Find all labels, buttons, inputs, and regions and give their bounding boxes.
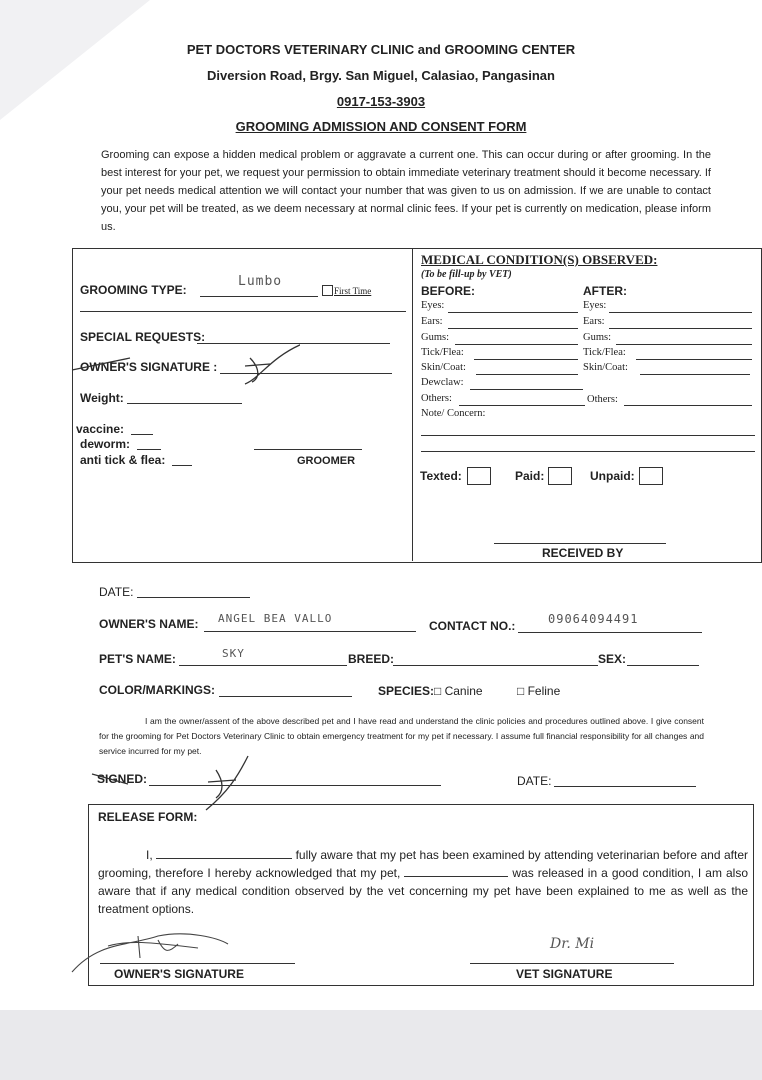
sex-field[interactable] [627, 665, 699, 666]
breed-field[interactable] [393, 665, 598, 666]
vet-signature-label: VET SIGNATURE [516, 967, 613, 981]
grooming-type-field[interactable] [200, 296, 318, 297]
after-tickflea-field[interactable] [636, 359, 752, 360]
vet-signature-value: Dr. Mi [550, 936, 595, 952]
scan-bottom-shade [0, 1010, 762, 1080]
before-eyes-field[interactable] [448, 312, 578, 313]
owner-name-field[interactable] [204, 631, 416, 632]
before-gums-field[interactable] [455, 344, 578, 345]
contact-label: CONTACT NO.: [429, 619, 516, 633]
before-label: BEFORE: [421, 284, 475, 298]
pet-name-value: SKY [222, 647, 245, 660]
after-eyes-label: Eyes: [583, 300, 607, 311]
owner-signature-label: OWNER'S SIGNATURE : [80, 360, 218, 374]
after-skincoat-field[interactable] [640, 374, 750, 375]
consent-paragraph: I am the owner/assent of the above described pet and I have read and understand the clinic policies and procedures outlined above. I give consent for the grooming for Pet Doctors Veterinary Clinic to obtain emergency treatment for my pet if necessary. I assume full financial responsibility for all changes and service incurred for my pet. [99, 716, 704, 756]
texted-checkbox[interactable] [467, 467, 491, 485]
special-requests-label: SPECIAL REQUESTS: [80, 330, 206, 344]
paid-checkbox[interactable] [548, 467, 572, 485]
after-others-label: Others: [587, 394, 618, 405]
grooming-type-label: GROOMING TYPE: [80, 283, 187, 297]
release-paragraph [98, 846, 748, 918]
signed-label: SIGNED: [97, 772, 148, 786]
groomer-label: GROOMER [297, 455, 356, 467]
vaccine-field[interactable] [131, 434, 153, 435]
intro-paragraph: Grooming can expose a hidden medical problem or aggravate a current one. This can occur during or after grooming. In the best interest for your pet, we request your permission to obtain immediate veterinary treatment should it become necessary. If your pet needs medical attention we will contact your number that was given to us on admission. If we are unable to contact you, your pet will be treated, as we deem necessary at normal clinic fees. If your pet is currently on medication, please inform us. [101, 149, 711, 233]
before-ears-label: Ears: [421, 316, 443, 327]
date2-label: DATE: [517, 774, 552, 788]
release-text-1: I, [146, 848, 157, 862]
vaccine-label: vaccine: [76, 422, 125, 436]
contact-value: 09064094491 [548, 612, 639, 626]
medical-condition-subtitle: (To be fill-up by VET) [421, 269, 512, 280]
weight-label: Weight: [80, 391, 124, 405]
note-line-1[interactable] [421, 435, 755, 436]
species-label: SPECIES: [378, 684, 435, 698]
before-others-label: Others: [421, 393, 452, 404]
release-text-2: fully aware that my pet has been examined by attending veterinarian before and after grooming, therefore I hereby acknowledged that my pet, [98, 848, 748, 880]
weight-field[interactable] [127, 403, 242, 404]
after-ears-field[interactable] [609, 328, 752, 329]
owner-name-label: OWNER'S NAME: [99, 617, 199, 631]
form-title: GROOMING ADMISSION AND CONSENT FORM [235, 119, 527, 134]
after-skincoat-label: Skin/Coat: [583, 362, 628, 373]
grooming-type-extra-line[interactable] [80, 311, 406, 312]
after-tickflea-label: Tick/Flea: [583, 347, 626, 358]
texted-label: Texted: [420, 469, 462, 483]
after-others-field[interactable] [624, 405, 752, 406]
feline-option[interactable]: □ Feline [517, 684, 561, 698]
before-others-field[interactable] [459, 405, 585, 406]
release-text-3: was released in a good condition, I am also aware that if any medical condition observed by the vet concerning my pet have been explained to me as well as the treatment options. [98, 866, 748, 916]
sex-label: SEX: [598, 652, 627, 666]
received-by-label: RECEIVED BY [542, 546, 624, 560]
deworm-label: deworm: [80, 437, 131, 451]
vet-sig-field[interactable] [470, 963, 674, 964]
before-dewclaw-label: Dewclaw: [421, 377, 464, 388]
after-eyes-field[interactable] [609, 312, 752, 313]
canine-option[interactable]: □ Canine [434, 684, 483, 698]
before-eyes-label: Eyes: [421, 300, 445, 311]
paid-label: Paid: [515, 469, 545, 483]
after-gums-label: Gums: [583, 332, 612, 343]
grooming-type-value: Lumbo [238, 274, 283, 289]
before-ears-field[interactable] [448, 328, 578, 329]
anti-tick-field[interactable] [172, 465, 192, 466]
received-by-field[interactable] [494, 543, 666, 544]
clinic-address: Diversion Road, Brgy. San Miguel, Calasiao, Pangasinan [207, 68, 555, 83]
pet-name-label: PET'S NAME: [99, 652, 176, 666]
before-skincoat-label: Skin/Coat: [421, 362, 466, 373]
owner-signature-release-label: OWNER'S SIGNATURE [114, 967, 244, 981]
first-time-label: First Time [334, 286, 372, 296]
clinic-phone: 0917-153-3903 [336, 94, 426, 109]
date2-field[interactable] [554, 786, 696, 787]
owner-signature-scribble [70, 338, 300, 388]
after-ears-label: Ears: [583, 316, 605, 327]
color-label: COLOR/MARKINGS: [99, 683, 215, 697]
breed-label: BREED: [348, 652, 395, 666]
release-owner-field[interactable] [156, 847, 292, 859]
owner-name-value: ANGEL BEA VALLO [218, 612, 333, 625]
unpaid-label: Unpaid: [590, 469, 635, 483]
after-label: AFTER: [583, 284, 627, 298]
table-divider [412, 249, 413, 561]
pet-name-field[interactable] [179, 665, 347, 666]
date-label: DATE: [99, 585, 134, 599]
release-title: RELEASE FORM: [98, 810, 198, 824]
clinic-name: PET DOCTORS VETERINARY CLINIC and GROOMING CENTER [186, 42, 576, 57]
before-dewclaw-field[interactable] [470, 389, 583, 390]
release-pet-field[interactable] [404, 865, 508, 877]
anti-tick-label: anti tick & flea: [80, 453, 166, 467]
before-skincoat-field[interactable] [476, 374, 578, 375]
before-tickflea-label: Tick/Flea: [421, 347, 464, 358]
before-tickflea-field[interactable] [474, 359, 578, 360]
color-field[interactable] [219, 696, 352, 697]
unpaid-checkbox[interactable] [639, 467, 663, 485]
note-concern-label: Note/ Concern: [421, 408, 486, 419]
date-field[interactable] [137, 597, 250, 598]
medical-condition-title: MEDICAL CONDITION(S) OBSERVED: [421, 252, 658, 267]
first-time-checkbox[interactable] [322, 285, 333, 296]
groomer-field[interactable] [254, 449, 362, 450]
before-gums-label: Gums: [421, 332, 450, 343]
deworm-field[interactable] [137, 449, 161, 450]
note-line-2[interactable] [421, 451, 755, 452]
contact-field[interactable] [518, 632, 702, 633]
after-gums-field[interactable] [616, 344, 752, 345]
